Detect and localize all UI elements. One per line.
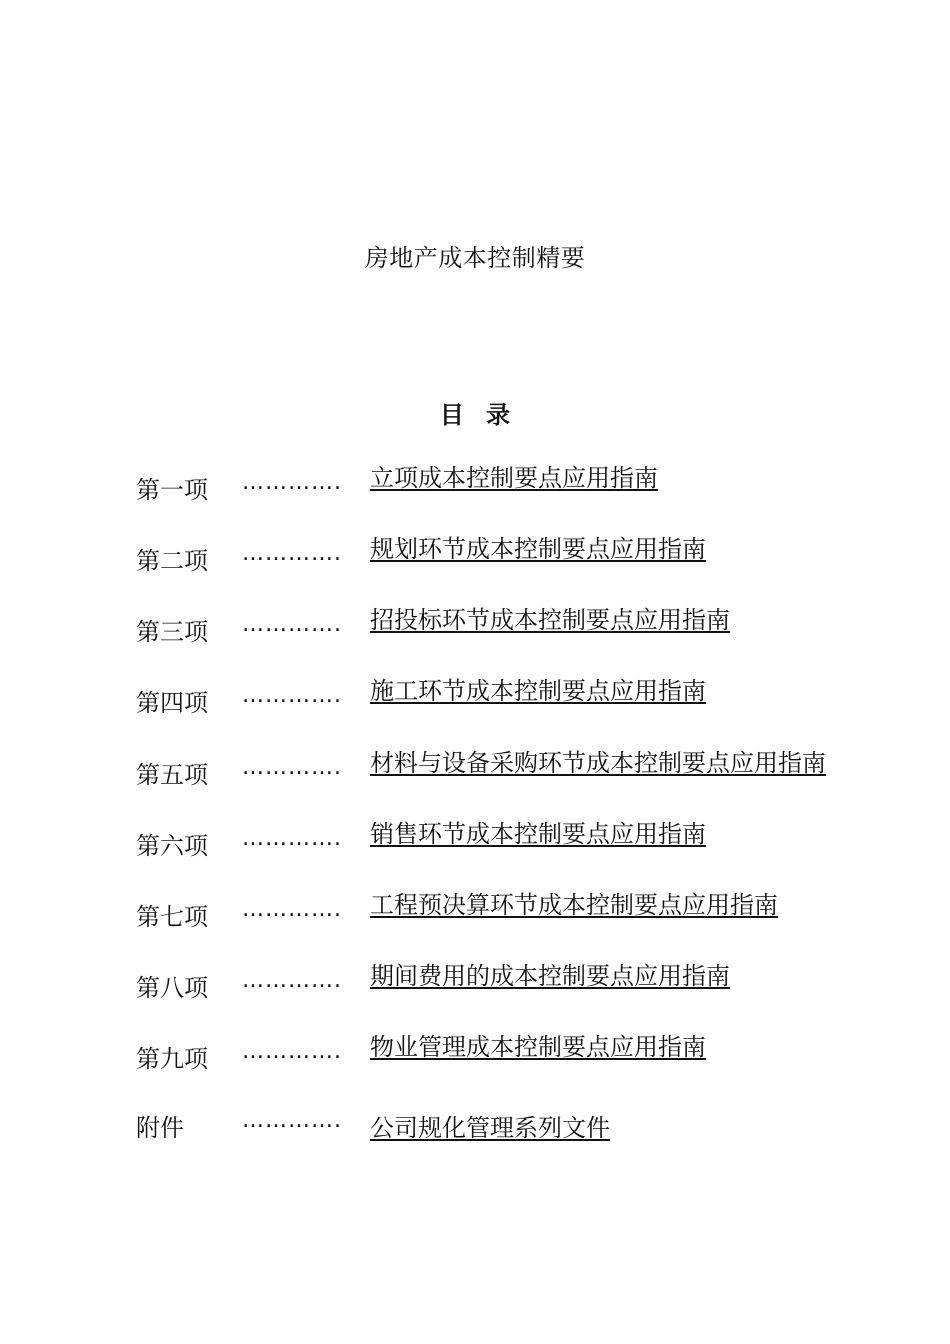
toc-item-5 (0, 743, 950, 793)
toc-item-link[interactable]: 施工环节成本控制要点应用指南 (370, 677, 706, 705)
toc-leader-dots: …………. (242, 897, 342, 922)
toc-item-link[interactable]: 物业管理成本控制要点应用指南 (370, 1033, 706, 1061)
toc-item-link[interactable]: 公司规化管理系列文件 (370, 1114, 610, 1142)
toc-item-3 (0, 600, 950, 650)
toc-leader-dots: …………. (242, 470, 342, 495)
toc-item-4 (0, 671, 950, 721)
toc-leader-dots: …………. (242, 1108, 342, 1133)
toc-item-link[interactable]: 销售环节成本控制要点应用指南 (370, 820, 706, 848)
toc-item-link[interactable]: 材料与设备采购环节成本控制要点应用指南 (370, 749, 826, 777)
toc-leader-dots: …………. (242, 968, 342, 993)
toc-leader-dots: …………. (242, 826, 342, 851)
toc-leader-dots: …………. (242, 1039, 342, 1064)
toc-leader-dots: …………. (242, 755, 342, 780)
toc-item-label: 第六项 (136, 832, 208, 860)
toc-leader-dots: …………. (242, 612, 342, 637)
toc-item-2 (0, 529, 950, 579)
toc-item-label: 第三项 (136, 618, 208, 646)
toc-item-label: 第四项 (136, 689, 208, 717)
toc-item-label: 第七项 (136, 903, 208, 931)
document-title: 房地产成本控制精要 (364, 244, 586, 272)
toc-item-8 (0, 956, 950, 1006)
toc-item-label: 第五项 (136, 761, 208, 789)
toc-item-link[interactable]: 期间费用的成本控制要点应用指南 (370, 962, 730, 990)
toc-leader-dots: …………. (242, 541, 342, 566)
toc-item-7 (0, 885, 950, 935)
toc-item-link[interactable]: 工程预决算环节成本控制要点应用指南 (370, 891, 778, 919)
toc-heading: 目 录 (439, 401, 511, 429)
toc-item-label: 第一项 (136, 476, 208, 504)
toc-item-1 (0, 458, 950, 508)
toc-item-link[interactable]: 立项成本控制要点应用指南 (370, 464, 658, 492)
toc-item-label: 第二项 (136, 547, 208, 575)
toc-item-6 (0, 814, 950, 864)
toc-item-label: 附件 (136, 1114, 184, 1142)
toc-item-link[interactable]: 招投标环节成本控制要点应用指南 (370, 606, 730, 634)
toc-item-appendix (0, 1098, 950, 1148)
toc-item-9 (0, 1027, 950, 1077)
toc-leader-dots: …………. (242, 683, 342, 708)
toc-item-label: 第八项 (136, 974, 208, 1002)
toc-item-label: 第九项 (136, 1045, 208, 1073)
toc-item-link[interactable]: 规划环节成本控制要点应用指南 (370, 535, 706, 563)
